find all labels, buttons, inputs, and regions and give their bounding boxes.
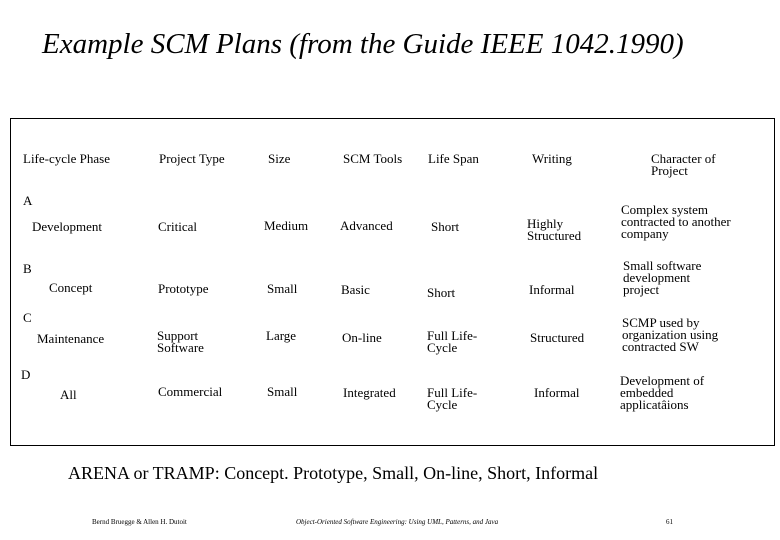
header-scm-tools: SCM Tools: [343, 151, 403, 166]
footer-page-number: 61: [666, 518, 673, 526]
row-a-scm-tools: Advanced: [340, 218, 393, 233]
row-a-character: Complex system contracted to another company: [621, 202, 731, 241]
row-d-life-span: Full Life-Cycle: [427, 385, 478, 412]
row-c-size: Large: [266, 328, 297, 343]
row-a-phase: Development: [32, 219, 103, 234]
row-d-project-type: Commercial: [158, 384, 223, 399]
row-a-life-span: Short: [431, 219, 460, 234]
row-c-scm-tools: On-line: [342, 330, 382, 345]
row-b-project-type: Prototype: [158, 281, 209, 296]
slide-title: Example SCM Plans (from the Guide IEEE 1042.1990): [42, 28, 684, 60]
row-d-character: Development of embedded applicatâions: [620, 373, 705, 412]
row-c-writing: Structured: [530, 330, 585, 345]
header-writing: Writing: [532, 151, 572, 166]
header-size: Size: [268, 151, 291, 166]
row-d-scm-tools: Integrated: [343, 385, 396, 400]
header-life-span: Life Span: [428, 151, 479, 166]
row-a-letter: A: [23, 193, 33, 208]
row-a-writing: Highly Structured: [527, 216, 582, 243]
row-b-letter: B: [23, 261, 32, 276]
row-a-size: Medium: [264, 218, 309, 233]
row-b-phase: Concept: [49, 280, 93, 295]
row-d-phase: All: [60, 387, 77, 402]
footer-book-title: Object-Oriented Software Engineering: Using UML, Patterns, and Java: [296, 518, 499, 526]
row-c-character: SCMP used by organization using contracted SW: [622, 315, 719, 354]
footer-authors: Bernd Bruegge & Allen H. Dutoit: [92, 518, 187, 526]
row-b-size: Small: [267, 281, 298, 296]
row-b-writing: Informal: [529, 282, 575, 297]
header-character-of-project: Character of Project: [651, 151, 716, 178]
row-b-life-span: Short: [427, 285, 456, 300]
header-life-cycle-phase: Life-cycle Phase: [23, 151, 110, 166]
row-d-letter: D: [21, 367, 31, 382]
row-c-life-span: Full Life-Cycle: [427, 328, 478, 355]
row-d-size: Small: [267, 384, 298, 399]
row-c-letter: C: [23, 310, 32, 325]
header-project-type: Project Type: [159, 151, 225, 166]
row-c-phase: Maintenance: [37, 331, 105, 346]
row-d-writing: Informal: [534, 385, 580, 400]
slide-summary: ARENA or TRAMP: Concept. Prototype, Small, On-line, Short, Informal: [68, 463, 599, 483]
row-b-scm-tools: Basic: [341, 282, 370, 297]
row-b-character: Small software development project: [623, 258, 702, 297]
row-c-project-type: Support Software: [157, 328, 204, 355]
row-a-project-type: Critical: [158, 219, 197, 234]
